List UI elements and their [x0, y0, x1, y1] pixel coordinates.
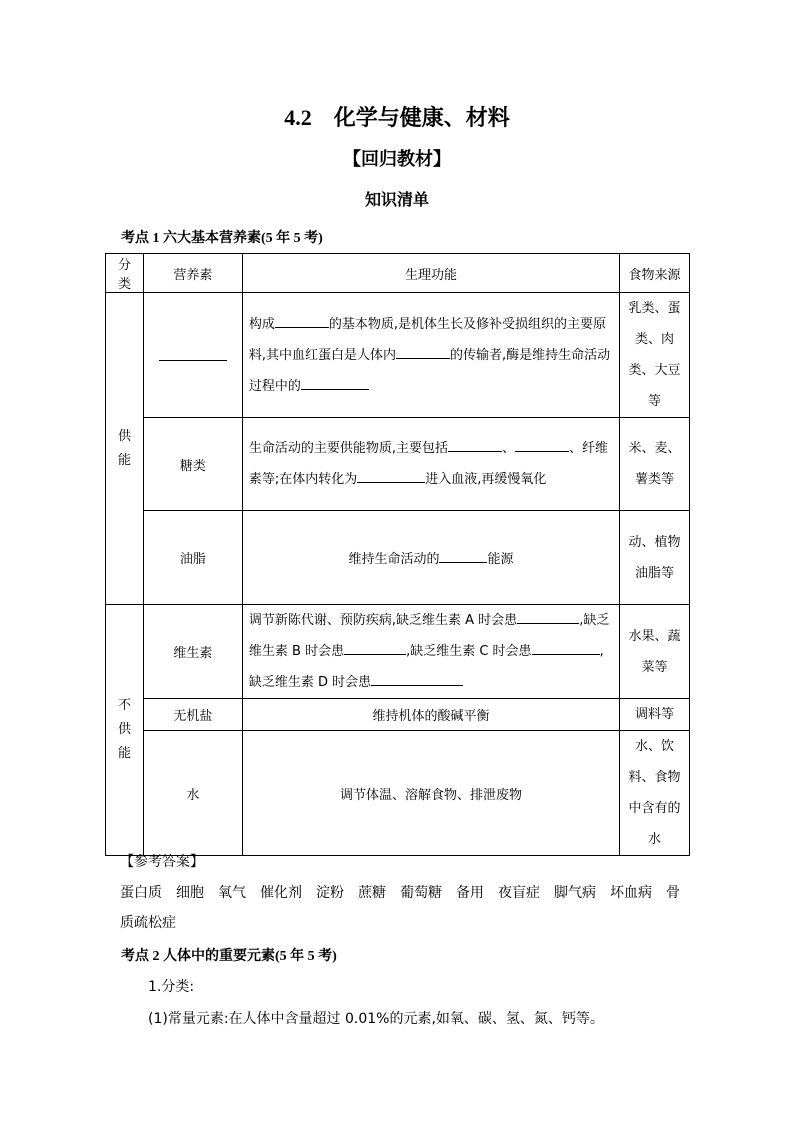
fat-name: 油脂: [143, 511, 242, 605]
water-function: 调节体温、溶解食物、排泄废物: [242, 731, 619, 856]
table-row-protein: [106, 293, 690, 418]
table-row-vitamin: [106, 605, 690, 699]
header-nutrient: 营养素: [143, 254, 242, 293]
vitamin-function: 调节新陈代谢、预防疾病,缺乏维生素 A 时会患 ,缺乏维生素 B 时会患 ,缺乏维生素 C 时会患 ,缺乏维生素 D 时会患: [242, 605, 619, 699]
page-subtitle: 【回归教材】: [343, 149, 451, 170]
fat-source: 动、植物油脂等: [620, 511, 690, 605]
answer-item: 细胞: [176, 885, 204, 901]
nutrient-table: [105, 253, 690, 856]
answer-item: 葡萄糖: [400, 885, 442, 901]
answer-item: 坏血病: [610, 885, 652, 901]
protein-name-blank: [143, 293, 242, 418]
water-name: 水: [143, 731, 242, 856]
macro-element-item: (1)常量元素:在人体中含量超过 0.01%的元素,如氧、碳、氢、氮、钙等。: [148, 1011, 604, 1027]
reference-answer-list: [120, 878, 690, 938]
group-nonsupply-label: 不供能: [117, 698, 131, 761]
sugar-function: 生命活动的主要供能物质,主要包括 、 、纤维素等;在体内转化为 进入血液,再缓慢氧化: [242, 418, 619, 511]
answer-item: 脚气病: [554, 885, 596, 901]
answer-item: 骨质疏松症: [120, 885, 680, 931]
answer-item: 催化剂: [260, 885, 302, 901]
protein-source: 乳类、蛋类、肉类、大豆等: [620, 293, 690, 418]
reference-answer-heading: 【参考答案】: [120, 854, 204, 870]
answer-item: 淀粉: [316, 885, 344, 901]
page-title: 4.2 化学与健康、材料: [284, 105, 510, 130]
kaodian-2-heading: 考点 2 人体中的重要元素(5 年 5 考): [121, 949, 337, 964]
classification-item: 1.分类:: [148, 979, 195, 995]
sugar-name: 糖类: [143, 418, 242, 511]
header-source: 食物来源: [620, 254, 690, 293]
sugar-source: 米、麦、薯类等: [620, 418, 690, 511]
vitamin-name: 维生素: [143, 605, 242, 699]
header-category: 分类: [106, 254, 144, 293]
section-title: 知识清单: [364, 190, 429, 209]
mineral-source: 调料等: [620, 699, 690, 731]
kaodian-1-heading: 考点 1 六大基本营养素(5 年 5 考): [121, 231, 323, 246]
table-row-sugar: [106, 418, 690, 511]
answer-item: 蛋白质: [120, 885, 162, 901]
group-supply-label: 供能: [117, 428, 131, 468]
group-nonsupply-cell: [106, 605, 144, 856]
table-row-fat: [106, 511, 690, 605]
table-row-mineral: [106, 699, 690, 731]
water-source: 水、饮料、食物中含有的水: [620, 731, 690, 856]
answer-item: 夜盲症: [498, 885, 540, 901]
table-header-row: [106, 254, 690, 293]
vitamin-source: 水果、蔬菜等: [620, 605, 690, 699]
answer-item: 蔗糖: [358, 885, 386, 901]
header-function: 生理功能: [242, 254, 619, 293]
answer-item: 备用: [456, 885, 484, 901]
mineral-name: 无机盐: [143, 699, 242, 731]
fat-function: 维持生命活动的 能源: [242, 511, 619, 605]
table-row-water: [106, 731, 690, 856]
mineral-function: 维持机体的酸碱平衡: [242, 699, 619, 731]
answer-item: 氧气: [218, 885, 246, 901]
protein-function: 构成 的基本物质,是机体生长及修补受损组织的主要原料,其中血红蛋白是人体内 的传输者,酶是维持生命活动过程中的: [242, 293, 619, 418]
group-supply-cell: [106, 293, 144, 605]
